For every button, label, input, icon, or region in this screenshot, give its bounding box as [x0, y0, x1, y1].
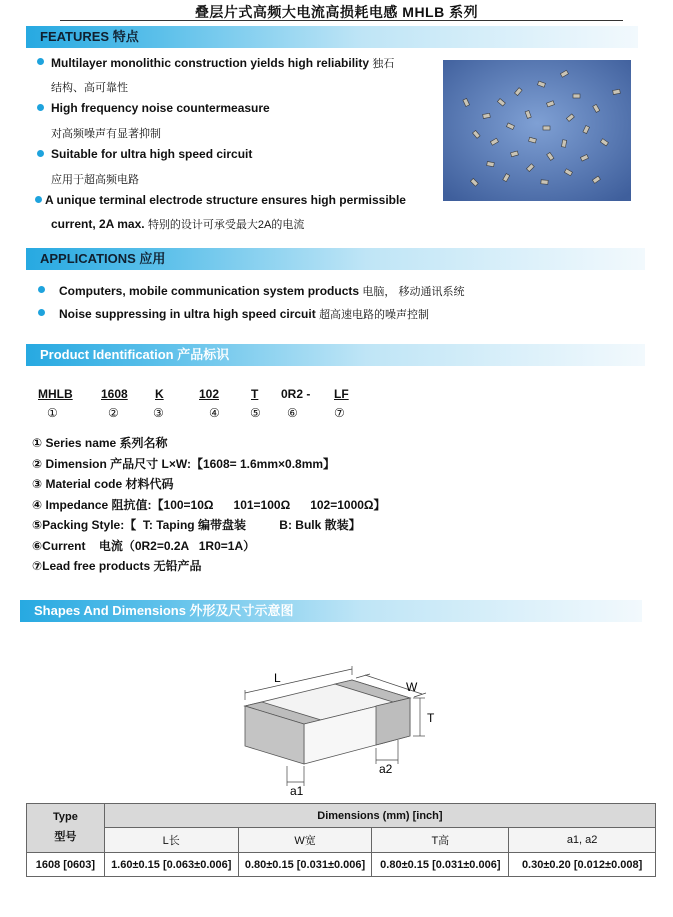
code-impedance-num: ④	[209, 406, 220, 420]
product-photo	[443, 60, 631, 201]
id-line-impedance: ④ Impedance 阻抗值:【100=10Ω 101=100Ω 102=1000Ω】	[32, 498, 386, 512]
application-1: Computers, mobile communication system products 电脑， 移动通讯系统	[59, 284, 465, 298]
feature-2-en: High frequency noise countermeasure	[51, 101, 270, 115]
code-series-num: ①	[47, 406, 58, 420]
id-line-leadfree: ⑦Lead free products 无铅产品	[32, 559, 202, 573]
bullet-icon	[38, 309, 45, 316]
dimensions-header: Dimensions (mm) [inch]	[104, 804, 655, 828]
label-T: T	[427, 711, 435, 725]
table-row	[27, 853, 656, 877]
label-a2: a2	[379, 762, 393, 776]
cell-t: 0.80±0.15 [0.031±0.006]	[372, 853, 509, 877]
cell-type: 1608 [0603]	[27, 853, 105, 877]
feature-4-en: A unique terminal electrode structure ensures high permissible	[45, 193, 406, 207]
code-packing-num: ⑤	[250, 406, 261, 420]
col-header-a: a1, a2	[509, 828, 656, 853]
col-header-w: W宽	[238, 828, 372, 853]
feature-3-cn: 应用于超高频电路	[51, 174, 139, 186]
dimensions-table	[26, 803, 656, 877]
cell-w: 0.80±0.15 [0.031±0.006]	[238, 853, 372, 877]
code-dimension: 1608	[101, 387, 128, 401]
applications-heading: APPLICATIONS 应用	[26, 248, 645, 270]
id-line-packing: ⑤Packing Style:【 T: Taping 编带盘装 B: Bulk 散装】	[32, 518, 361, 532]
code-leadfree: LF	[334, 387, 349, 401]
label-L: L	[274, 671, 281, 685]
bullet-icon	[37, 58, 44, 65]
feature-4-cn: current, 2A max. 特别的设计可承受最大2A的电流	[51, 217, 305, 231]
feature-1-cn: 结构、高可靠性	[51, 82, 128, 94]
id-line-material: ③ Material code 材料代码	[32, 477, 174, 491]
shapes-heading: Shapes And Dimensions 外形及尺寸示意图	[20, 600, 642, 622]
bullet-icon	[35, 196, 42, 203]
features-heading: FEATURES 特点	[26, 26, 638, 48]
code-current-num: ⑥	[287, 406, 298, 420]
bullet-icon	[37, 104, 44, 111]
cell-l: 1.60±0.15 [0.063±0.006]	[104, 853, 238, 877]
col-header-t: T高	[372, 828, 509, 853]
chip-dimension-diagram	[220, 660, 450, 800]
code-material-num: ③	[153, 406, 164, 420]
id-line-series: ① Series name 系列名称	[32, 436, 168, 450]
bullet-icon	[37, 150, 44, 157]
label-a1: a1	[290, 784, 304, 798]
code-series: MHLB	[38, 387, 73, 401]
bullet-icon	[38, 286, 45, 293]
code-packing: T	[251, 387, 259, 401]
id-line-current: ⑥Current 电流（0R2=0.2A 1R0=1A）	[32, 539, 256, 553]
col-header-l: L长	[104, 828, 238, 853]
code-leadfree-num: ⑦	[334, 406, 345, 420]
page-title: 叠层片式高频大电流高损耗电感 MHLB 系列	[194, 4, 479, 20]
type-header: Type 型号	[27, 804, 105, 853]
feature-3-en: Suitable for ultra high speed circuit	[51, 147, 253, 161]
id-line-dimension: ② Dimension 产品尺寸 L×W:【1608= 1.6mm×0.8mm】	[32, 457, 336, 471]
code-impedance: 102	[199, 387, 220, 401]
cell-a: 0.30±0.20 [0.012±0.008]	[509, 853, 656, 877]
application-2: Noise suppressing in ultra high speed circuit 超高速电路的噪声控制	[59, 307, 430, 321]
title-divider	[60, 20, 623, 21]
label-W: W	[406, 680, 418, 694]
code-material: K	[155, 387, 164, 401]
code-current: 0R2 -	[281, 387, 311, 401]
code-dimension-num: ②	[108, 406, 119, 420]
feature-1-en: Multilayer monolithic construction yields high reliability 独石	[51, 56, 395, 70]
feature-2-cn: 对高频噪声有显著抑制	[51, 128, 161, 140]
product-id-heading: Product Identification 产品标识	[26, 344, 645, 366]
